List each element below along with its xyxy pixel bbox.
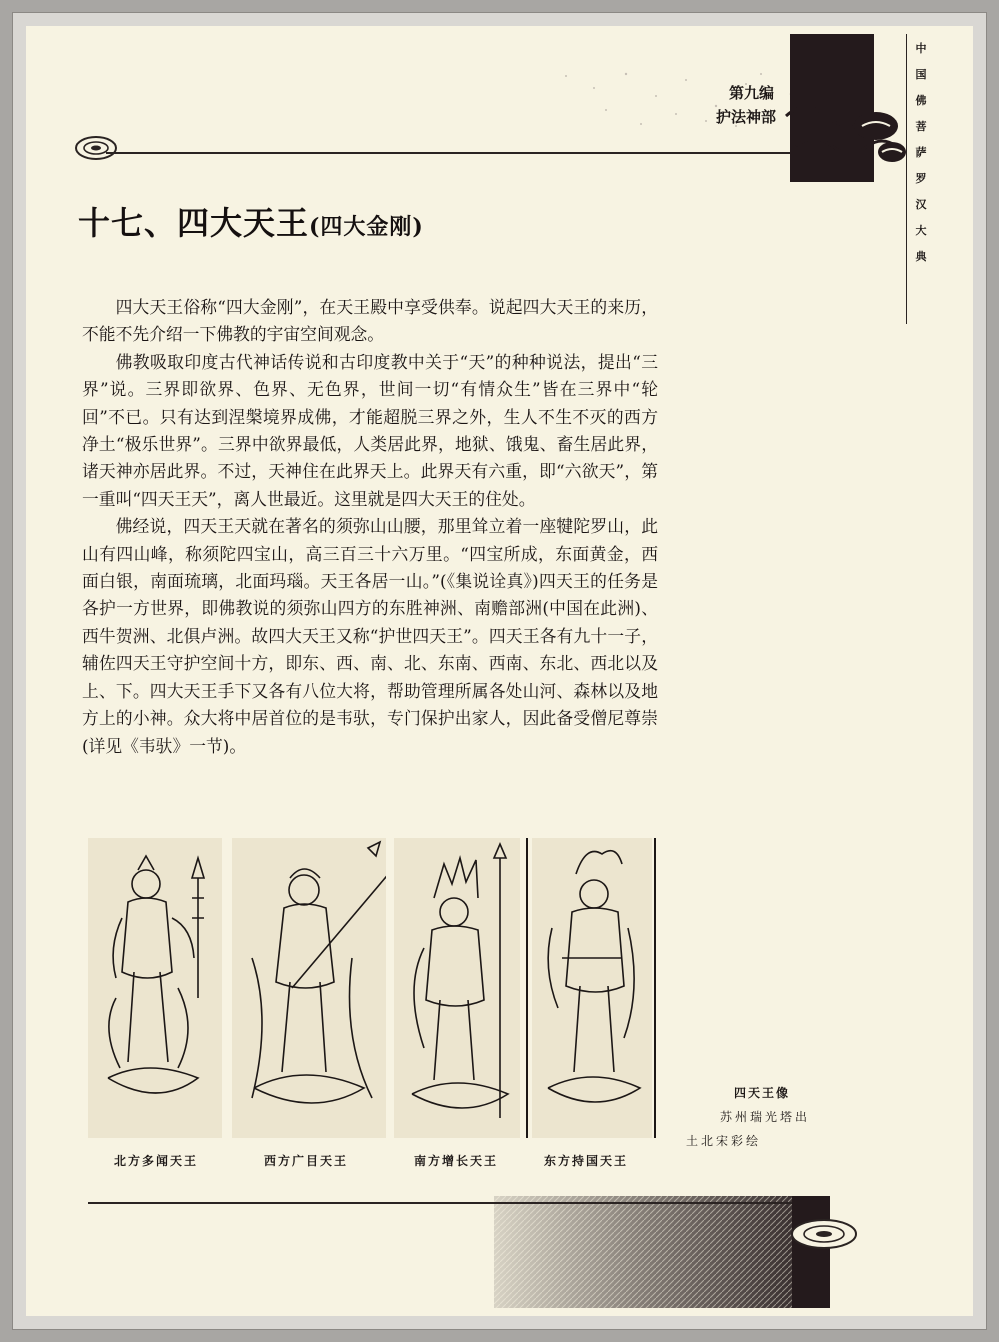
heavenly-king-south-icon	[394, 838, 520, 1138]
series-char: 罗	[915, 172, 927, 185]
series-char: 大	[915, 224, 927, 237]
figure-panel-west	[232, 838, 386, 1138]
chapter-title-main: 十七、四大天王	[78, 204, 310, 242]
figure-panel-east	[532, 838, 652, 1138]
figure-panel-north	[88, 838, 222, 1138]
figure-caption-title: 四天王像	[734, 1086, 791, 1100]
series-title	[912, 36, 930, 270]
footer-texture	[494, 1196, 794, 1308]
section-subtitle: 护法神部	[715, 108, 776, 126]
body-text	[82, 294, 658, 760]
figure-caption-line: 土北宋彩绘	[686, 1134, 762, 1148]
header-rule	[106, 152, 826, 154]
heavenly-king-west-icon	[232, 838, 386, 1138]
series-char: 佛	[915, 94, 927, 107]
label-north-king: 北方多闻天王	[114, 1154, 199, 1168]
label-south-king: 南方增长天王	[414, 1154, 499, 1168]
label-east-king: 东方持国天王	[544, 1154, 629, 1168]
chapter-title-sub: (四大金刚)	[309, 214, 424, 240]
cloud-ornament-icon	[788, 1216, 860, 1252]
cloud-ornament-icon	[766, 56, 906, 186]
heavenly-king-north-icon	[88, 838, 222, 1138]
figure-divider	[654, 838, 656, 1138]
series-char: 萨	[915, 146, 927, 159]
series-char: 汉	[915, 198, 927, 211]
cloud-knot-icon	[74, 134, 118, 162]
label-west-king: 西方广目天王	[264, 1154, 349, 1168]
book-page	[26, 26, 973, 1316]
series-char: 中	[915, 42, 927, 55]
heavenly-king-east-icon	[532, 838, 652, 1138]
footer-rule	[88, 1202, 802, 1204]
series-rule	[906, 34, 907, 324]
figure-panel-south	[394, 838, 520, 1138]
figure-caption-line: 苏州瑞光塔出	[720, 1110, 811, 1124]
paragraph: 四大天王俗称“四大金刚”，在天王殿中享受供奉。说起四大天王的来历，不能不先介绍一下佛教的宇宙空间观念。	[82, 297, 658, 345]
footer-block	[792, 1196, 830, 1308]
series-char: 典	[915, 250, 927, 263]
series-char: 菩	[915, 120, 927, 133]
paragraph: 佛教吸取印度古代神话传说和古印度教中关于“天”的种种说法，提出“三界”说。三界即欲界、色界、无色界，世间一切“有情众生”皆在三界中“轮回”不已。只有达到涅槃境界成佛，才能超脱三界之外，生人不生不灭的西方净土“极乐世界”。三界中欲界最低，人类居此界，地狱、饿鬼、畜生居此界，诸天神亦居此界。不过，天神住在此界天上。此界天有六重，即“六欲天”，第一重叫“四天王天”，离人世最近。这里就是四大天王的住处。	[82, 351, 658, 509]
four-kings-figure	[88, 838, 658, 1168]
paragraph: 佛经说，四天王天就在著名的须弥山山腰，那里耸立着一座犍陀罗山，此山有四山峰，称须陀四宝山，高三百三十六万里。“四宝所成，东面黄金，西面白银，南面琉璃，北面玛瑙。天王各居一山。”(《集说诠真》)四天王的任务是各护一方世界，即佛教说的须弥山四方的东胜神洲、南赡部洲(中国在此洲)、西牛贺洲、北俱卢洲。故四大天王又称“护世四天王”。四天王各有九十一子，辅佐四天王守护空间十方，即东、西、南、北、东南、西南、东北、西北以及上、下。四大天王手下又各有八位大将，帮助管理所属各处山河、森林以及地方上的小神。众大将中居首位的是韦驮，专门保护出家人，因此备受僧尼尊崇(详见《韦驮》一节)。	[82, 516, 658, 756]
section-label: 第九编	[728, 84, 774, 102]
figure-divider	[526, 838, 528, 1138]
chapter-title	[78, 198, 424, 244]
series-char: 国	[915, 68, 927, 81]
